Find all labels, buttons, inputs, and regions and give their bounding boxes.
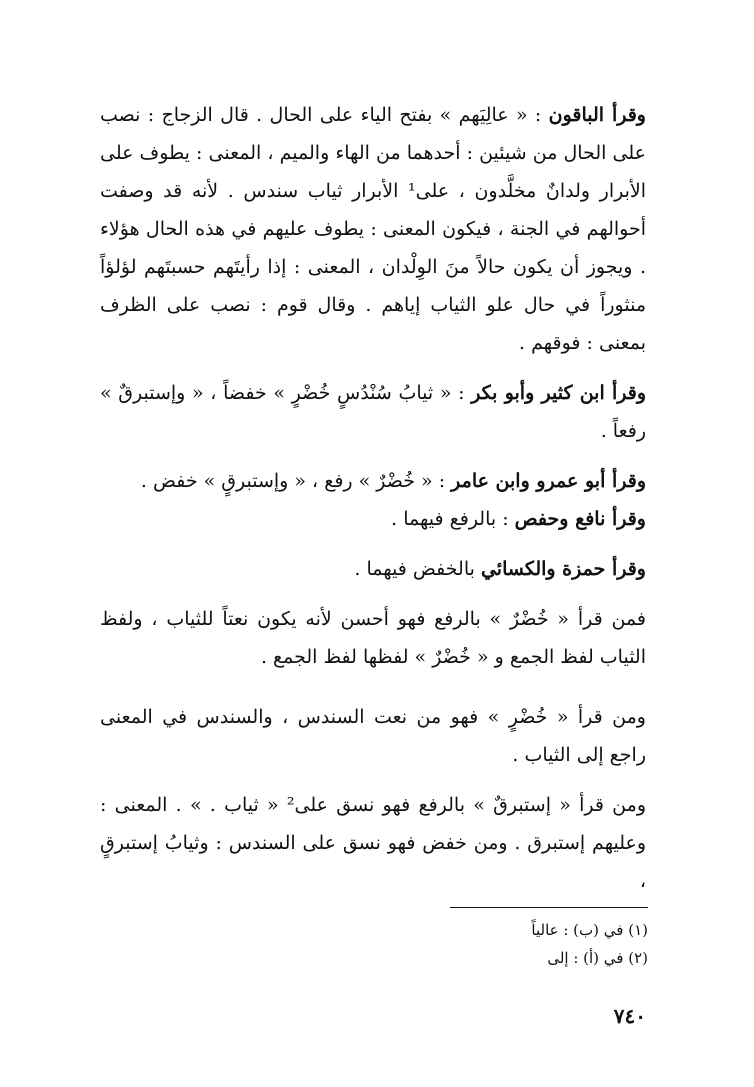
paragraph-text: : بالرفع فيهما . [391, 508, 509, 530]
reader-name: وقرأ ابن كثير وأبو بكر [471, 382, 647, 404]
reader-name: وقرأ نافع وحفص [514, 508, 646, 530]
paragraph-ibn-kathir [100, 374, 646, 450]
paragraph-raf-explanation [100, 600, 646, 676]
paragraph-hamza [100, 550, 646, 588]
footnote-2: (٢) في (أ) : إلى [547, 949, 648, 967]
paragraph-text: بالخفض فيهما . [354, 558, 475, 580]
paragraph-text: فمن قرأ « خُضْرٌ » بالرفع فهو أحسن لأنه يكون نعتاً للثياب ، ولفظ الثياب لفظ الجمع و « خُضْرٌ » لفظها لفظ الجمع . [100, 608, 646, 668]
reader-name: وقرأ حمزة والكسائي [480, 558, 646, 580]
paragraph-text: ومن قرأ « خُضْرٍ » فهو من نعت السندس ، والسندس في المعنى راجع إلى الثياب . [100, 706, 646, 766]
paragraph-khafd-explanation [100, 698, 646, 774]
reader-name: وقرأ الباقون [548, 104, 646, 126]
paragraph-text: : « ثيابُ سُنْدُسٍ خُضْرٍ » خفضاً ، « وإستبرقٌ » رفعاً . [100, 382, 646, 442]
paragraph-text: ومن قرأ « إستبرقٌ » بالرفع فهو نسق على² « ثياب . » . المعنى : وعليهم إستبرق . ومن خفض فهو نسق على السندس : وثيابُ إستبرقٍ ، [100, 794, 646, 892]
paragraph-text: : « خُضْرٌ » رفع ، « وإستبرقٍ » خفض . [140, 470, 446, 492]
footnotes [450, 916, 648, 972]
paragraph-abu-amr [100, 462, 646, 500]
main-text [100, 96, 646, 900]
paragraph-text: : « عالِيَهم » بفتح الياء على الحال . قال الزجاج : نصب على الحال من شيئين : أحدهما من الهاء والميم ، المعنى : يطوف على الأبرار ولدانٌ مخلَّدون ، على¹ الأبرار ثياب سندس . لأنه قد وصفت أحوالهم في الجنة ، فيكون المعنى : يطوف عليهم في هذه الحال هؤلاء . ويجوز أن يكون حالاً منَ الوِلْدان ، المعنى : إذا رأيتَهم حسبتَهم لؤلؤاً منثوراً في حال علو الثياب إياهم . وقال قوم : نصب على الظرف بمعنى : فوقهم . [100, 104, 646, 354]
paragraph-remaining-readers [100, 96, 646, 362]
reader-name: وقرأ أبو عمرو وابن عامر [451, 470, 646, 492]
footnote-divider [450, 907, 648, 908]
footnote-1: (١) في (ب) : عالياً [531, 921, 648, 939]
page-number: ٧٤٠ [613, 1004, 646, 1028]
paragraph-istabraq-explanation [100, 786, 646, 900]
paragraph-nafi [100, 500, 646, 538]
